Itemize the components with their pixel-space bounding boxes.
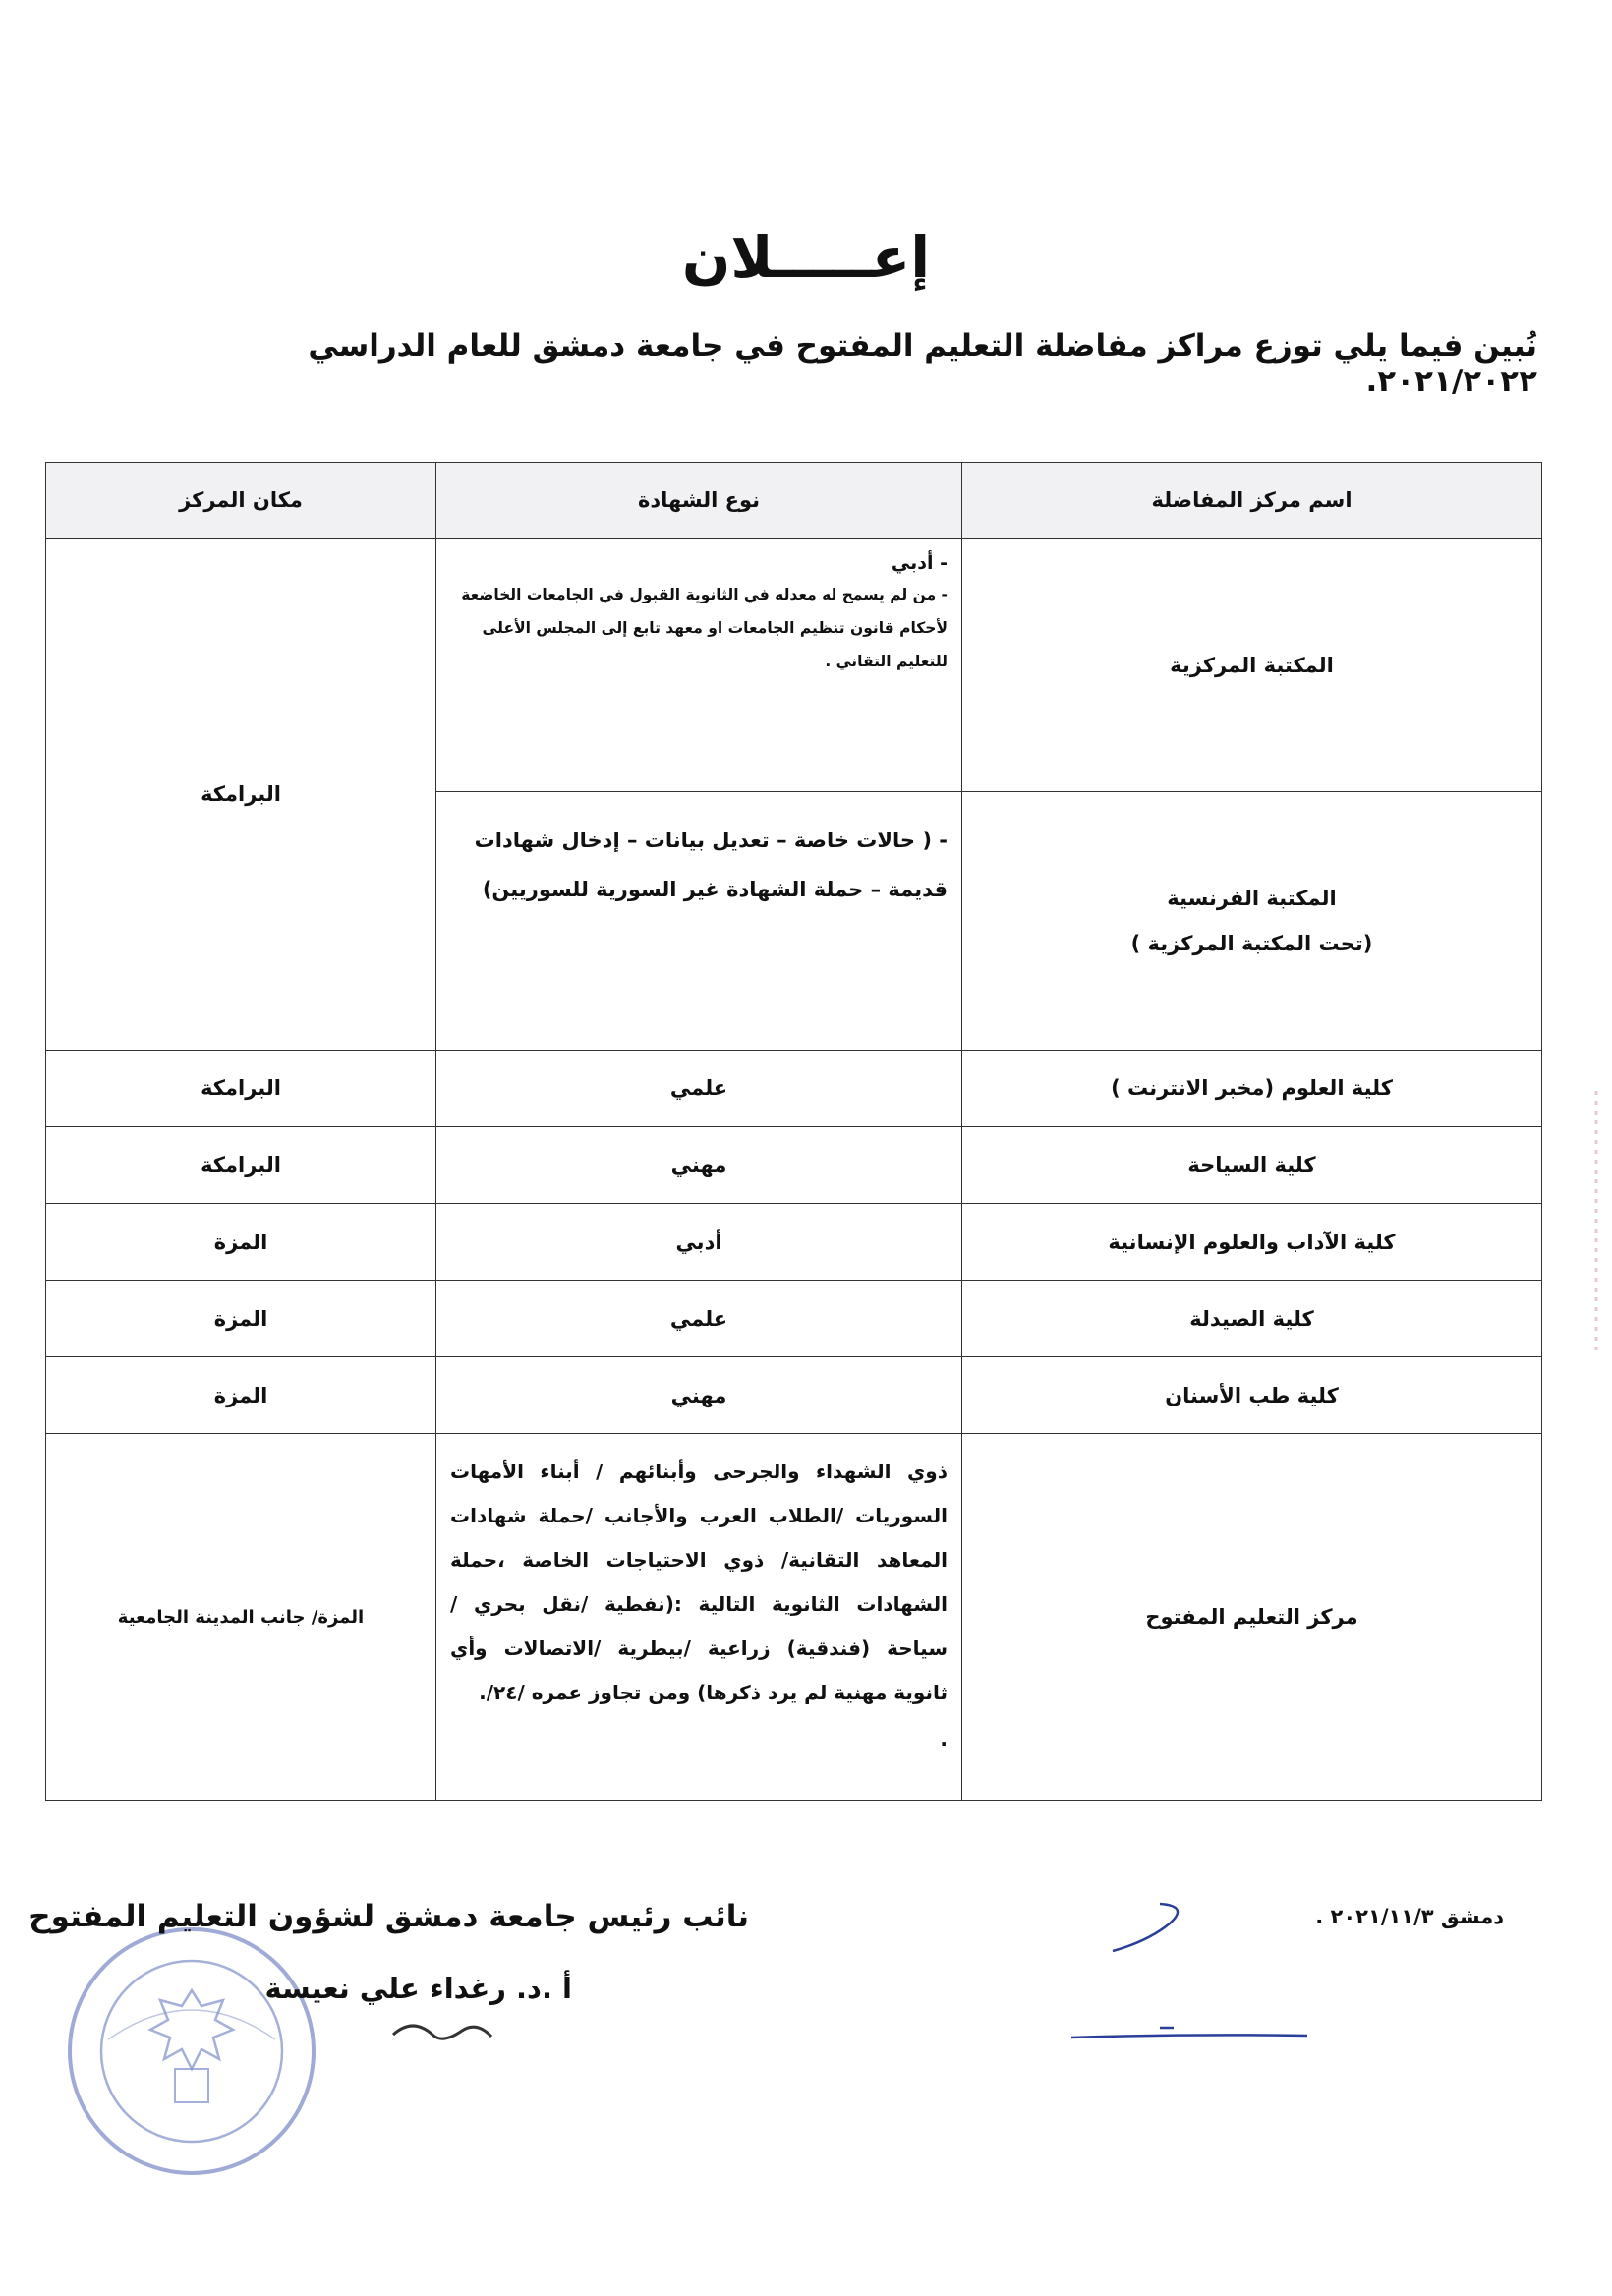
central-library-name: المكتبة المركزية	[962, 539, 1542, 792]
row-center-place: المزة	[46, 1281, 436, 1357]
row-center-name: كلية طب الأسنان	[962, 1357, 1542, 1434]
central-library-cert-line2: - من لم يسمح له معدله في الثانوية القبول في الجامعات الخاضعة لأحكام قانون تنظيم الجامعات او معهد تابع إلى المجلس الأعلى للتعليم التقاني .	[461, 586, 948, 670]
row-center-name: كلية العلوم (مخبر الانترنت )	[962, 1050, 1542, 1126]
row-certificate-type: مهني	[436, 1126, 962, 1203]
row-center-place: المزة	[46, 1204, 436, 1281]
open-learning-certificate-end: .	[940, 1727, 948, 1751]
row-center-place: البرامكة	[46, 1126, 436, 1203]
row-center-name: كلية السياحة	[962, 1126, 1542, 1203]
row-certificate-type: أدبي	[436, 1204, 962, 1281]
open-learning-place: المزة/ جانب المدينة الجامعية	[46, 1434, 436, 1801]
row-center-place: المزة	[46, 1357, 436, 1434]
row-center-name: كلية الآداب والعلوم الإنسانية	[962, 1204, 1542, 1281]
signature-title: نائب رئيس جامعة دمشق لشؤون التعليم المفتوح	[29, 1899, 749, 1934]
header-center-place: مكان المركز	[46, 463, 436, 539]
table-header-row	[46, 463, 1542, 539]
row-certificate-type: مهني	[436, 1357, 962, 1434]
central-library-certificate	[436, 539, 962, 792]
handwritten-initial-icon	[1101, 1892, 1209, 1961]
signature-underline-icon	[1066, 2020, 1312, 2049]
table-row	[46, 1204, 1542, 1281]
french-library-name: المكتبة الفرنسية	[1167, 887, 1337, 911]
table-row	[46, 1357, 1542, 1434]
french-library-name-sub: (تحت المكتبة المركزية )	[1130, 932, 1373, 956]
row-certificate-type: علمي	[436, 1050, 962, 1126]
french-library-name-cell	[962, 792, 1542, 1050]
central-library-cert-line1: - أدبي	[891, 552, 948, 574]
signature-name: أ .د. رغداء علي نعيسة	[264, 1972, 572, 2005]
announcement-date: دمشق ٢٠٢١/١١/٣ .	[1315, 1905, 1504, 1928]
table-row-central-library	[46, 539, 1542, 792]
announcement-title: إعـــــلان	[681, 224, 931, 291]
scan-edge-mark-icon	[1588, 1091, 1604, 1356]
french-library-certificate-cell	[436, 792, 962, 1050]
open-learning-name: مركز التعليم المفتوح	[962, 1434, 1542, 1801]
header-center-name: اسم مركز المفاضلة	[962, 463, 1542, 539]
announcement-intro: نُبين فيما يلي توزع مراكز مفاضلة التعليم المفتوح في جامعة دمشق للعام الدراسي ٢٠٢١/٢٠٢٢.	[308, 328, 1537, 399]
row-certificate-type: علمي	[436, 1281, 962, 1357]
table-row	[46, 1281, 1542, 1357]
handwritten-signature-icon	[383, 2005, 501, 2054]
header-certificate-type: نوع الشهادة	[436, 463, 962, 539]
row-center-name: كلية الصيدلة	[962, 1281, 1542, 1357]
table-row-open-learning	[46, 1434, 1542, 1801]
open-learning-certificate-cell	[436, 1434, 962, 1801]
french-library-certificate: - ( حالات خاصة – تعديل بيانات – إدخال شهادات قديمة – حملة الشهادة غير السورية للسوريين)	[474, 829, 948, 902]
official-seal-icon	[49, 1922, 334, 2182]
open-learning-certificate: ذوي الشهداء والجرحى وأبنائهم / أبناء الأمهات السوريات /الطلاب العرب والأجانب /حملة شهادات المعاهد التقانية/ ذوي الاحتياجات الخاصة ،حملة الشهادات الثانوية التالية :(نفطية /نقل بحري /سياحة (فندقية) زراعية /بيطرية /الاتصالات وأي ثانوية مهنية لم يرد ذكرها) ومن تجاوز عمره /٢٤/.	[450, 1460, 948, 1705]
row-center-place: البرامكة	[46, 1050, 436, 1126]
centers-table	[45, 462, 1542, 1801]
table-row	[46, 1050, 1542, 1126]
barmakeh-shared-place: البرامكة	[46, 539, 436, 1051]
table-row	[46, 1126, 1542, 1203]
